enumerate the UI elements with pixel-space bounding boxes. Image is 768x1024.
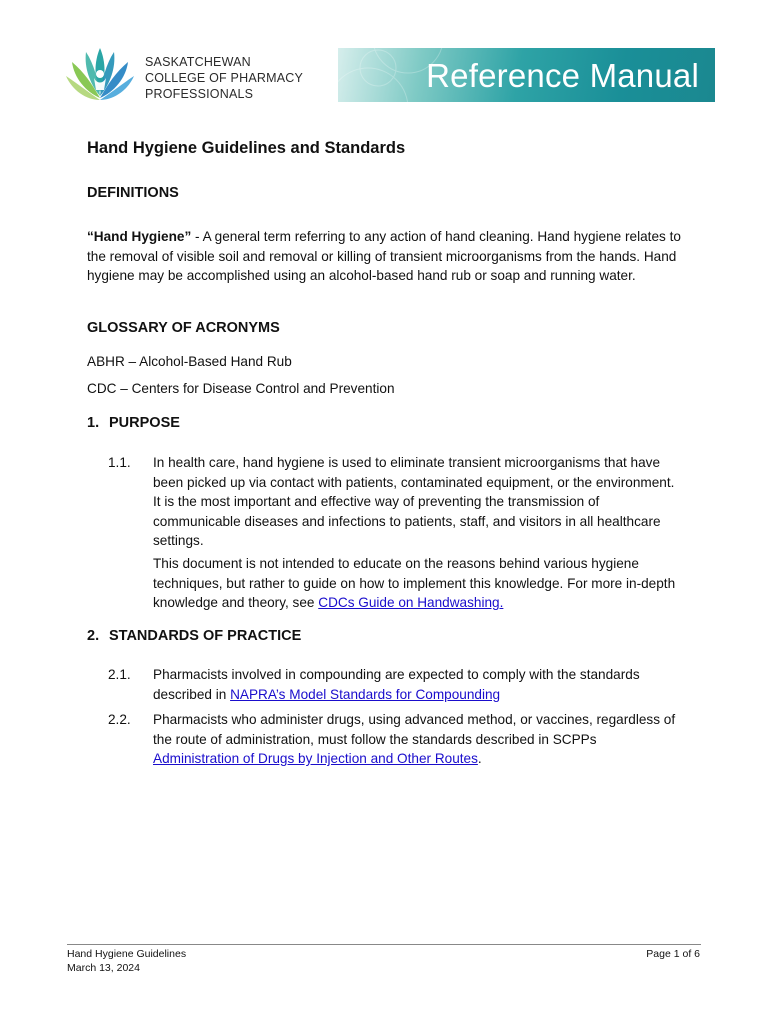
organization-name [145, 54, 303, 102]
glossary-item-cdc: CDC – Centers for Disease Control and Prevention [87, 381, 395, 396]
napra-standards-link[interactable]: NAPRA’s Model Standards for Compounding [230, 686, 501, 702]
purpose-heading [87, 415, 180, 431]
footer-divider [67, 944, 701, 945]
standards-item-2 [153, 710, 683, 769]
standards-heading-text: STANDARDS OF PRACTICE [109, 628, 302, 644]
reference-manual-banner [338, 48, 715, 102]
definition-term: “Hand Hygiene” [87, 229, 192, 244]
standards-item-1-text: Pharmacists involved in compounding are expected to comply with the standards described in [153, 667, 640, 702]
purpose-note-text: This document is not intended to educate on the reasons behind various hygiene techniques, but rather to guide on how to implement this knowledge. For more in-depth knowledge and theory, see [153, 556, 676, 610]
footer-date: March 13, 2024 [67, 962, 140, 974]
cdc-handwashing-link[interactable]: CDCs Guide on Handwashing. [318, 595, 504, 610]
standards-item-2-text: Pharmacists who administer drugs, using advanced method, or vaccines, regardless of the route of administration, must follow the standards described in SCPPs [153, 712, 676, 747]
footer-info [67, 947, 186, 975]
org-line-2: COLLEGE OF PHARMACY [145, 71, 303, 85]
standards-item-1-number: 2.1. [108, 667, 131, 682]
standards-item-1 [153, 665, 683, 704]
glossary-heading: GLOSSARY OF ACRONYMS [87, 320, 280, 336]
purpose-item-number: 1.1. [108, 455, 131, 470]
purpose-item-text: In health care, hand hygiene is used to eliminate transient microorganisms that have been picked up via contact with patients, contaminated equipment, or the environment. It is the most important and effective way of preventing the transmission of communicable diseases and infections to patients, staff, and visitors in all healthcare settings. [153, 455, 675, 548]
definitions-heading: DEFINITIONS [87, 185, 179, 201]
page-number: Page 1 of 6 [646, 948, 700, 960]
definition-paragraph [87, 227, 687, 286]
purpose-heading-text: PURPOSE [109, 415, 180, 431]
purpose-section-number: 1. [87, 415, 100, 431]
definition-body: - A general term referring to any action of hand cleaning. Hand hygiene relates to the removal of visible soil and removal or killing of transient microorganisms from the hands. Hand hygiene may be accomplished using an alcohol-based hand rub or soap and running water. [87, 229, 681, 283]
standards-item-2-end: . [477, 751, 482, 766]
banner-title: Reference Manual [426, 57, 699, 94]
org-line-3: PROFESSIONALS [145, 87, 254, 101]
standards-heading [87, 628, 301, 644]
standards-item-2-number: 2.2. [108, 712, 131, 727]
purpose-note [153, 554, 683, 613]
page-header [0, 0, 768, 112]
page-title: Hand Hygiene Guidelines and Standards [87, 139, 406, 157]
standards-section-number: 2. [87, 628, 100, 644]
college-logo-icon [64, 44, 136, 104]
footer-doc-name: Hand Hygiene Guidelines [67, 948, 187, 960]
glossary-item-abhr: ABHR – Alcohol-Based Hand Rub [87, 354, 292, 369]
injection-administration-link[interactable]: Administration of Drugs by Injection and Other Routes [153, 751, 478, 766]
org-line-1: SASKATCHEWAN [145, 55, 251, 69]
